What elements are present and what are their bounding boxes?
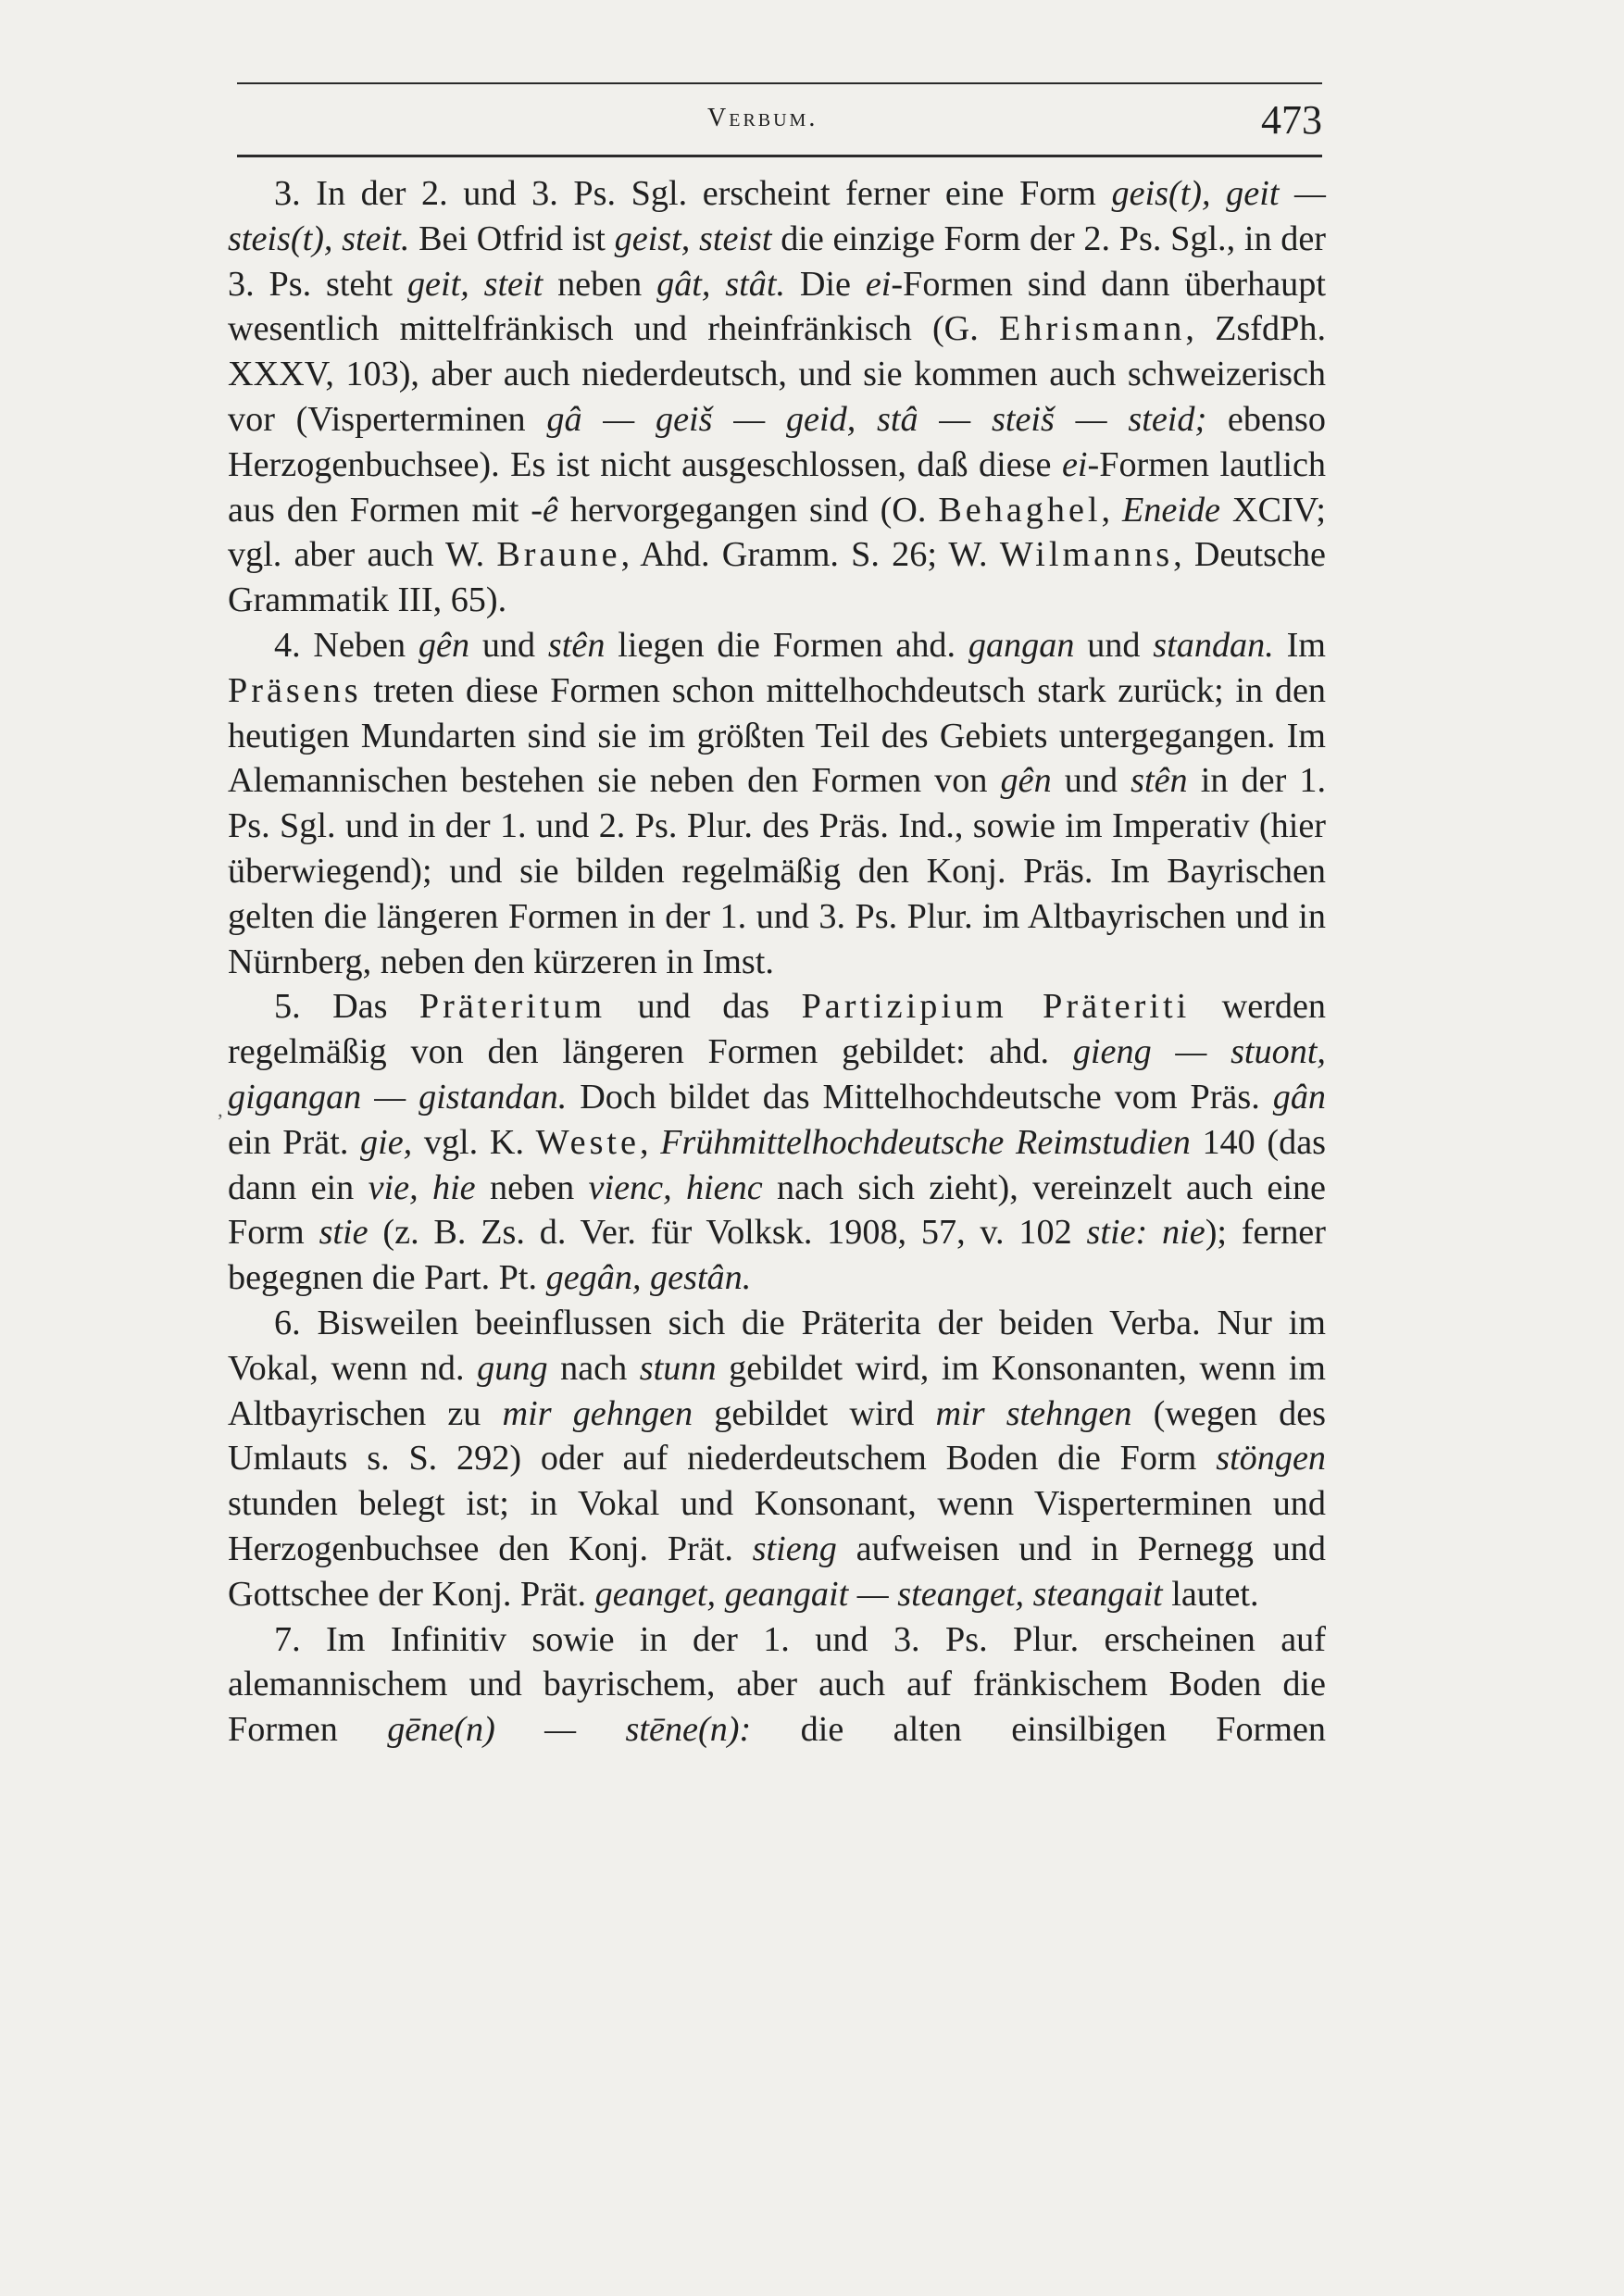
text-run: neben [475, 1167, 589, 1207]
text-run: liegen die Formen ahd. [605, 625, 968, 665]
text-run: stên [1131, 761, 1188, 801]
text-run: 140 (das dann ein [228, 1122, 1327, 1207]
text-run: die einzige Form der 2. Ps. Sgl., in der 3. Ps. steht [228, 218, 1327, 304]
text-run: und [1074, 625, 1154, 665]
text-run: Im [1273, 625, 1327, 665]
text-run: (wegen des Umlauts s. S. 292) oder auf niederdeutschem Boden die Form [228, 1393, 1327, 1479]
text-run: standan. [1153, 625, 1274, 665]
paragraph-4 [228, 623, 1326, 984]
text-run: stöngen [1216, 1439, 1326, 1479]
text-run: geis(t), geit — steis(t), steit. [228, 174, 1326, 258]
text-run: stieng [752, 1529, 837, 1568]
text-run: vie, hie [368, 1167, 476, 1207]
text-run: neben [543, 264, 657, 304]
text-run: mir gehngen [502, 1393, 693, 1433]
text-run: und das [606, 987, 802, 1027]
margin-mark: ’ [217, 1109, 224, 1132]
header-top-rule [237, 82, 1322, 84]
text-run: XCIV; vgl. aber auch W. [228, 490, 1327, 575]
text-run: gangan [968, 625, 1075, 665]
text-run: gâ — geiš — geid, stâ — steiš — steid; [546, 399, 1207, 439]
text-run: Behaghel [938, 490, 1102, 530]
text-run: -ê [531, 490, 558, 530]
text-run: gēne(n) — stēne(n): [387, 1710, 752, 1750]
text-run: stên [547, 625, 606, 665]
text-run: gên [418, 625, 470, 665]
text-run: , [640, 1122, 661, 1162]
running-head [237, 96, 1322, 152]
text-run: nach sich zieht), vereinzelt auch eine Form [228, 1167, 1327, 1253]
header-bottom-rule [237, 155, 1322, 157]
paragraph-5 [228, 984, 1326, 1301]
text-run: ); ferner begegnen die Part. Pt. [228, 1213, 1326, 1298]
text-run: Präsens [228, 670, 362, 710]
text-run: 3. In der 2. und 3. Ps. Sgl. erscheint ferner eine Form [274, 174, 1112, 213]
text-run: Doch bildet das Mittelhochdeutsche vom Präs. [567, 1077, 1273, 1117]
text-run: Wilmanns [999, 535, 1174, 575]
text-run: , Ahd. Gramm. S. 26; W. [620, 535, 1000, 575]
text-run: , ZsfdPh. XXXV, 103), aber auch niederdeutsch, und sie kommen auch schweizerisch vor (Visperterminen [228, 309, 1326, 439]
text-run: stie: nie [1086, 1213, 1206, 1253]
text-run: stie [319, 1213, 369, 1253]
text-run: , [1101, 490, 1122, 530]
text-run: Die [785, 264, 866, 304]
text-run: werden regelmäßig von den längeren Formen gebildet: ahd. [228, 987, 1326, 1072]
text-run: gân [1272, 1077, 1326, 1117]
page-number: 473 [1261, 97, 1322, 143]
text-run: vgl. K. [412, 1122, 536, 1162]
text-run: Präteritum [418, 987, 606, 1027]
text-run: gât, stât. [656, 264, 785, 304]
text-run: mir stehngen [935, 1393, 1132, 1433]
text-run: ei [865, 264, 892, 304]
text-run: , Deutsche Grammatik III, 65). [228, 535, 1326, 620]
text-run: gie, [360, 1122, 413, 1162]
text-run: stunden belegt ist; in Vokal und Konsonant, wenn Visperterminen und Herzogenbuchsee den Konj. Prät. [228, 1484, 1326, 1568]
text-run: lautet. [1162, 1574, 1259, 1614]
text-run: Weste [535, 1122, 640, 1162]
text-run: treten diese Formen schon mittelhochdeutsch stark zurück; in den heutigen Mundarten sind sie im größten Teil des Gebiets untergegangen. Im Alemannischen bestehen sie neben den Formen von [228, 670, 1326, 801]
text-run: gieng — stuont, gigangan — gistandan. [228, 1032, 1326, 1117]
text-run: ebenso Herzogenbuchsee). Es ist nicht ausgeschlossen, daß diese [228, 399, 1326, 484]
text-run: Braune [496, 535, 621, 575]
text-run: 4. Neben [274, 625, 418, 665]
text-run: (z. B. Zs. d. Ver. für Volksk. 1908, 57, v. 102 [368, 1213, 1087, 1253]
text-run: 5. Das [274, 987, 419, 1027]
paragraph-6 [228, 1301, 1326, 1617]
text-run: 6. Bisweilen beeinflussen sich die Präterita der beiden Verba. Nur im Vokal, wenn nd. [228, 1303, 1326, 1388]
text-run: ei [1061, 444, 1088, 484]
running-title: Verbum. [707, 104, 818, 132]
text-run: -Formen lautlich aus den Formen mit [228, 444, 1326, 530]
text-run: vienc, hienc [588, 1167, 763, 1207]
body-text [228, 171, 1326, 1753]
text-run: hervorgegangen sind (O. [557, 490, 939, 530]
text-run: und [1051, 761, 1131, 801]
paragraph-7 [228, 1617, 1326, 1753]
text-run: stunn [639, 1348, 717, 1388]
text-run: gên [1000, 761, 1052, 801]
text-run: Ehrismann [998, 309, 1186, 349]
text-run: nach [547, 1348, 640, 1388]
text-run: gebildet wird [693, 1393, 936, 1433]
text-run: Frühmittelhochdeutsche Reimstudien [660, 1122, 1191, 1162]
text-run: in der 1. Ps. Sgl. und in der 1. und 2. Ps. Plur. des Präs. Ind., sowie im Imperativ (hier überwiegend); und sie bilden regelmäßig den Konj. Präs. Im Bayrischen gelten die längeren Formen in der 1. und 3. Ps. Plur. im Altbayrischen und in Nürnberg, neben den kürzeren in Imst. [228, 761, 1327, 981]
text-run: Eneide [1121, 490, 1220, 530]
text-run: geit, steit [406, 264, 543, 304]
text-run: geanget, geangait — steanget, steangait [594, 1574, 1163, 1614]
text-run: geist, steist [614, 218, 772, 258]
text-run: gung [477, 1348, 548, 1388]
text-run: aufweisen und in Pernegg und Gottschee der Konj. Prät. [228, 1529, 1326, 1614]
text-run: gegân, gestân. [545, 1258, 752, 1298]
text-run: 7. Im Infinitiv sowie in der 1. und 3. Ps. Plur. erscheinen auf alemannischem und bayrischem, aber auch auf fränkischem Boden die Formen [228, 1619, 1326, 1750]
text-run: und [469, 625, 548, 665]
text-run: Partizipium Präteriti [801, 987, 1191, 1027]
text-run: die alten einsilbigen Formen [751, 1710, 1327, 1750]
text-run: Bei Otfrid ist [409, 218, 615, 258]
text-run: ein Prät. [228, 1122, 361, 1162]
text-run: gebildet wird, im Konsonanten, wenn im Altbayrischen zu [228, 1348, 1327, 1433]
text-run: -Formen sind dann überhaupt wesentlich mittelfränkisch und rheinfränkisch (G. [228, 264, 1326, 349]
paragraph-3 [228, 171, 1326, 623]
